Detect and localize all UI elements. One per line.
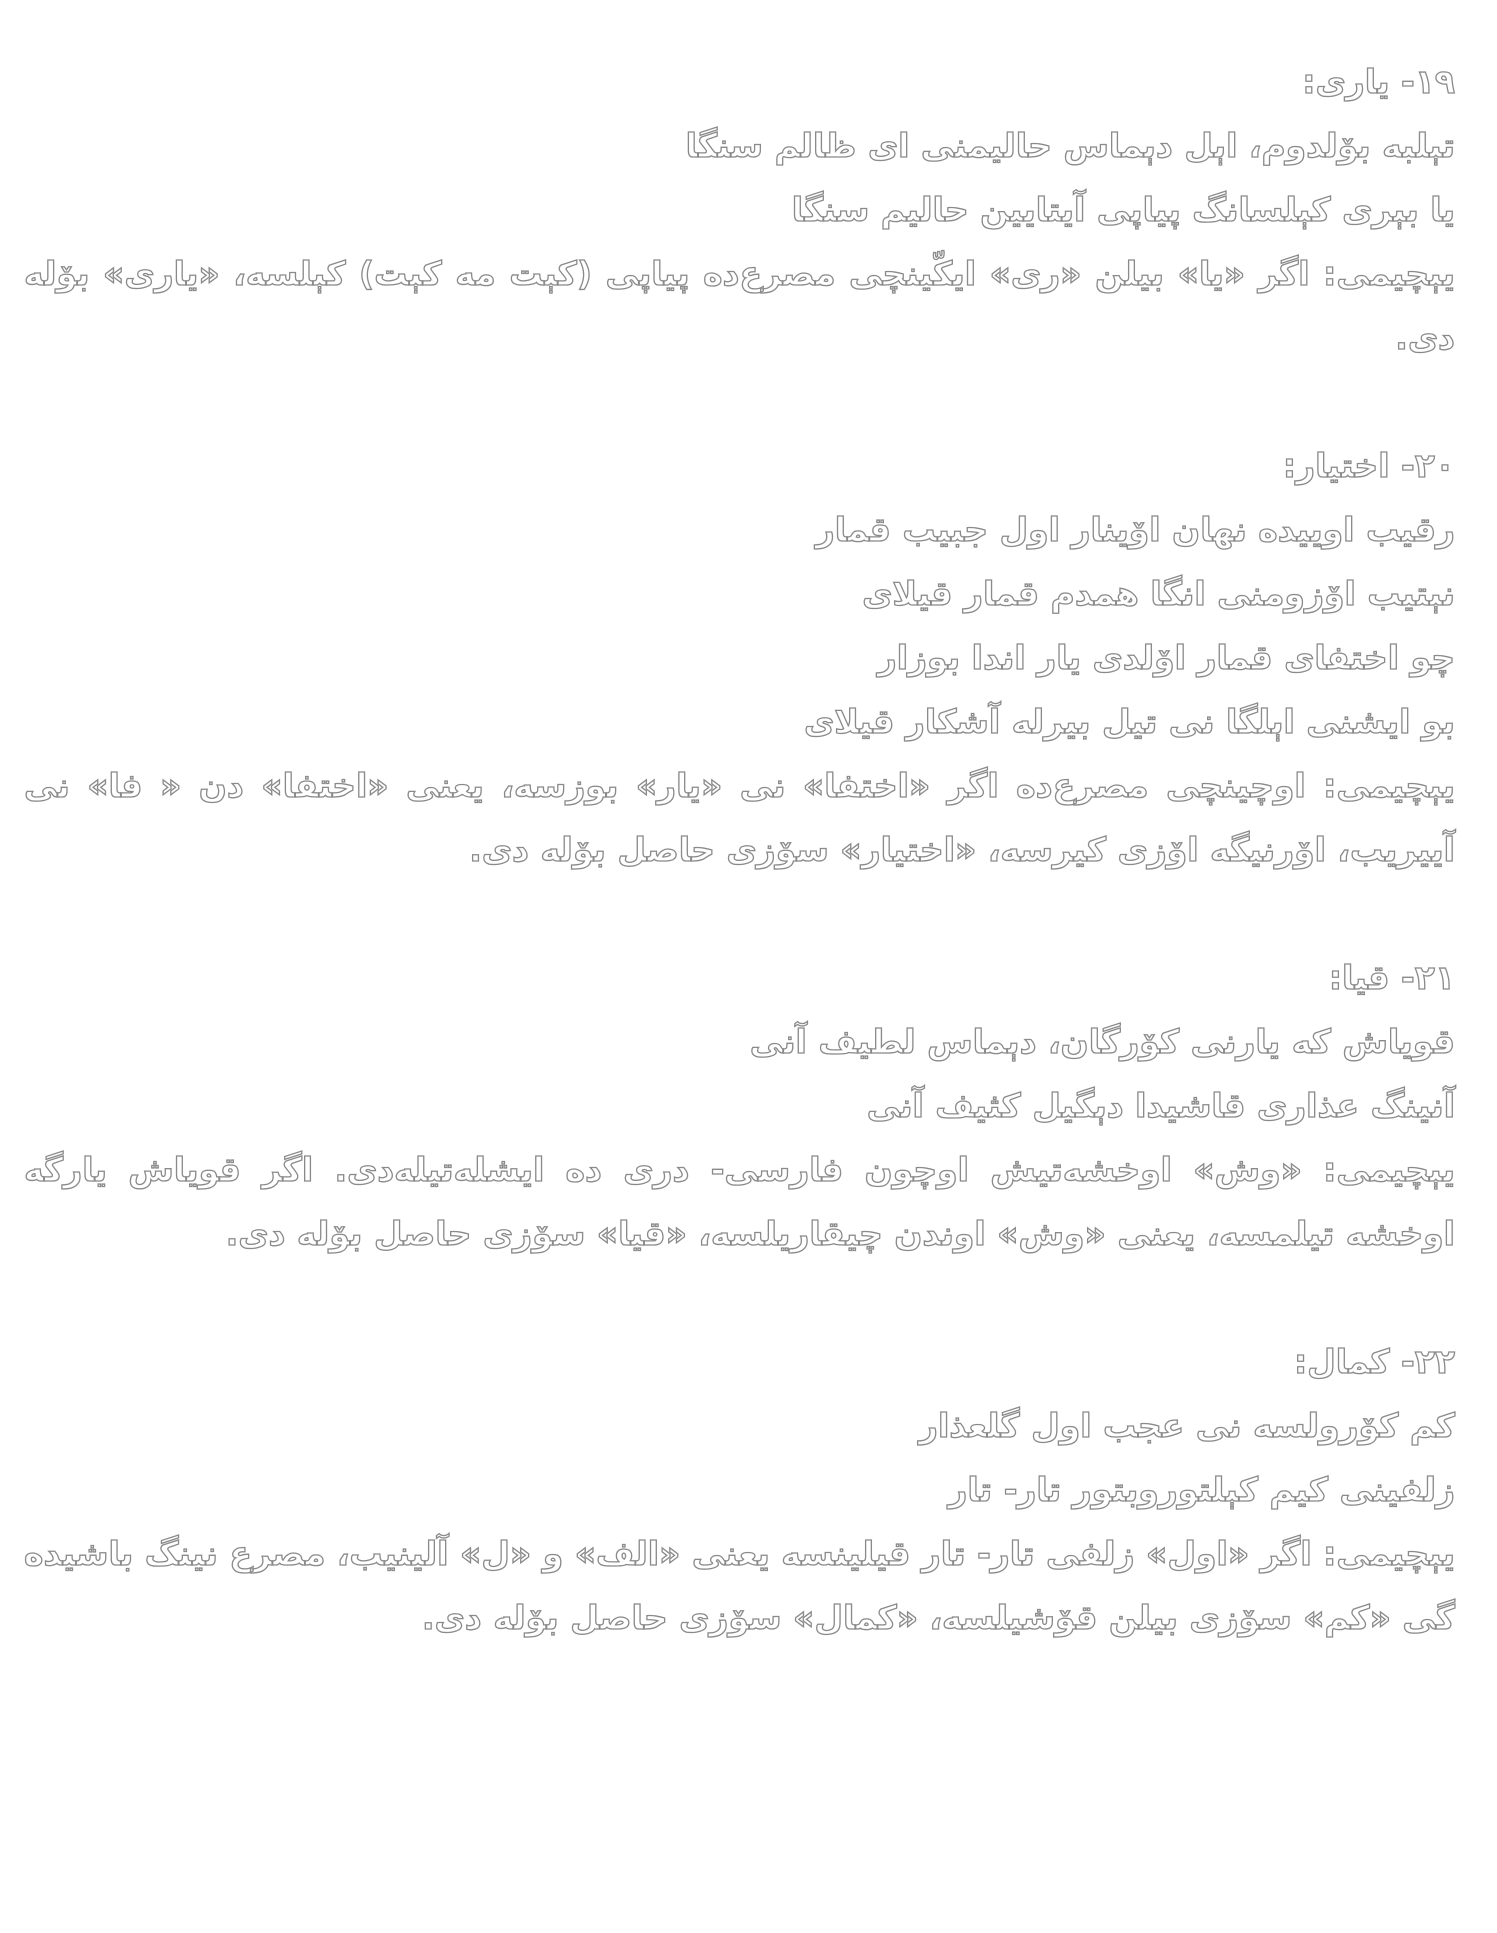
verse-line: تېلبه بۆلدوم، اېل دېماس حالیمنی ای ظالم سنگا [685, 126, 1455, 165]
verse-line: زلفینی کیم کېلتوروبتور تار- تار [948, 1470, 1455, 1509]
verse-line: یا بېری کېلسانگ پیاپی آیتایین حالیم سنگا [791, 190, 1455, 229]
explanation-line: یېچیمی: اوچینچی مصرع‌ده اگر «اختفا» نی «یار» بوزسه، یعنی «اختفا» دن « فا» نی [24, 766, 1455, 805]
section-spacer [24, 882, 1455, 946]
section-heading: ۲۲- کمال: [1293, 1342, 1455, 1381]
section-heading: ۱۹- یاری: [1302, 62, 1455, 101]
section-spacer [24, 1266, 1455, 1330]
verse-line: رقیب اوییده نهان اۆینار اول جبیب قمار [815, 510, 1455, 549]
verse-line: آنینگ عذاری قاشیدا دېگیل کثیف آنی [866, 1086, 1455, 1125]
explanation-line: آییریب، اۆرنیگه اۆزی کیرسه، «اختیار» سۆزی حاصل بۆله دی. [469, 830, 1455, 869]
verse-line: قویاش که یارنی کۆرگان، دېماس لطیف آنی [749, 1022, 1455, 1061]
riddle-section-22 [24, 1330, 1455, 1650]
verse-line: نېتیب اۆزومنی انگا همدم قمار قیلای [862, 574, 1455, 613]
section-heading: ۲۱- قیا: [1328, 958, 1455, 997]
riddle-section-20 [24, 434, 1455, 882]
explanation-line: گی «کم» سۆزی بیلن قۆشیلسه، «کمال» سۆزی حاصل بۆله دی. [422, 1598, 1455, 1637]
explanation-line: اوخشه تیلمسه، یعنی «وش» اوندن چیقاریلسه، «قیا» سۆزی حاصل بۆله دی. [225, 1214, 1455, 1253]
riddle-section-21 [24, 946, 1455, 1266]
explanation-line: یېچیمی: اگر «یا» بیلن «ری» ایکّینچی مصرع‌ده پیاپی (کېت مه کېت) کېلسه، «یاری» بۆله [24, 254, 1455, 293]
explanation-line: یېچیمی: «وش» اوخشه‌تیش اوچون فارسی- دری ده ایشله‌تیله‌دی. اگر قویاش یارگه [24, 1150, 1455, 1189]
riddle-section-19 [24, 50, 1455, 370]
section-heading: ۲۰- اختیار: [1282, 446, 1455, 485]
verse-line: کم کۆرولسه نی عجب اول گلعذار [918, 1406, 1455, 1445]
section-spacer [24, 370, 1455, 434]
explanation-line: دی. [1395, 318, 1455, 357]
verse-line: چو اختفای قمار اۆلدی یار اندا بوزار [877, 638, 1455, 677]
explanation-line: یېچیمی: اگر «اول» زلفی تار- تار قیلینسه یعنی «الف» و «ل» آلینیب، مصرع نینگ باشیده [24, 1534, 1455, 1573]
verse-line: بو ایشنی اېلگا نی تیل بیرله آشکار قیلای [803, 702, 1455, 741]
